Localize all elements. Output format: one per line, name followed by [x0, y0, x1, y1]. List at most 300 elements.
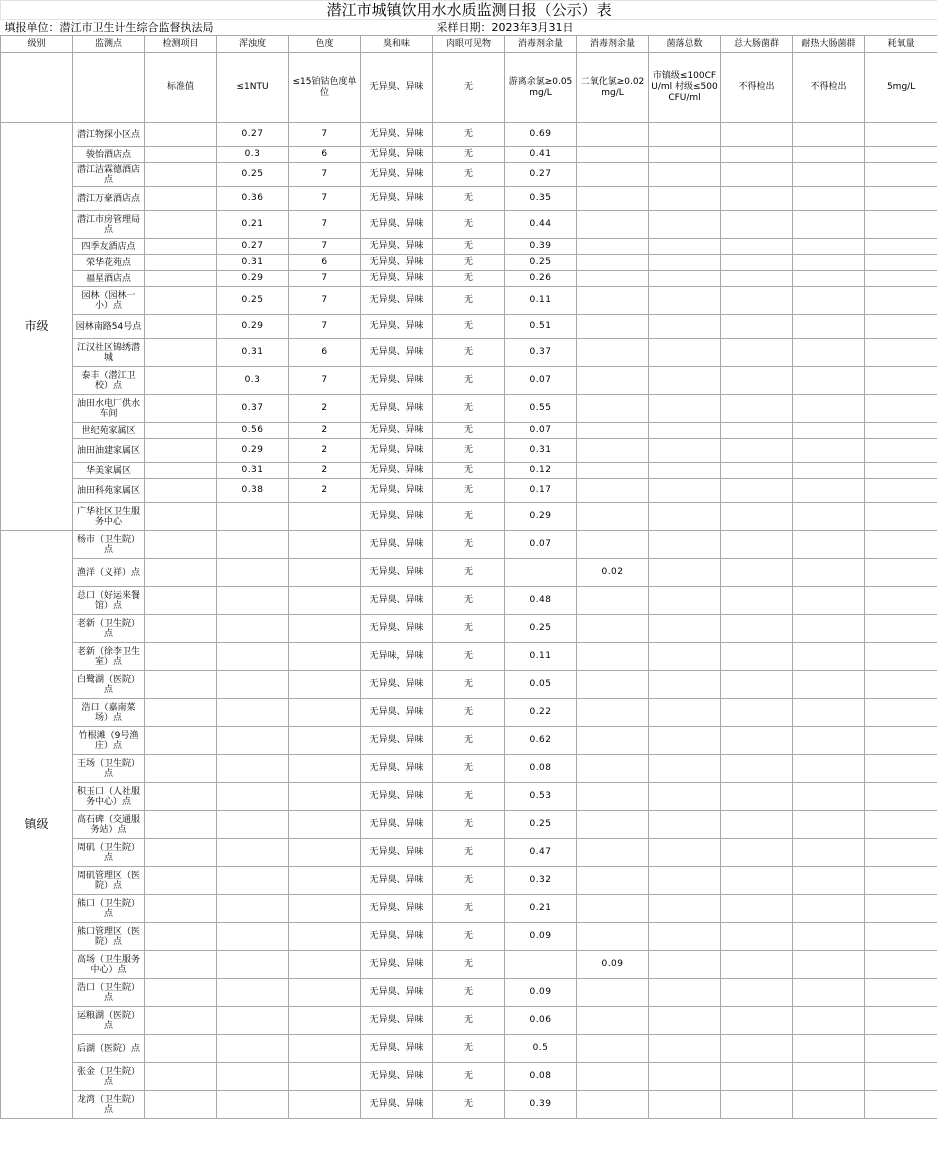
header-row [1, 36, 937, 53]
turbidity-cell [217, 811, 289, 839]
empty-cell [793, 587, 865, 615]
chlorine-cell: 0.12 [505, 463, 577, 479]
empty-cell [865, 783, 937, 811]
empty-cell [865, 559, 937, 587]
empty-cell [649, 951, 721, 979]
empty-cell [721, 867, 793, 895]
turbidity-cell: 0.29 [217, 315, 289, 339]
empty-cell [721, 463, 793, 479]
empty-cell [793, 255, 865, 271]
header-cell: 级别 [1, 36, 73, 53]
item-cell [145, 979, 217, 1007]
empty-cell [721, 479, 793, 503]
empty-cell [793, 1007, 865, 1035]
item-cell [145, 315, 217, 339]
empty-cell [793, 367, 865, 395]
empty-cell [721, 271, 793, 287]
chlorine-cell: 0.62 [505, 727, 577, 755]
empty-cell [793, 727, 865, 755]
site-cell: 龙湾（卫生院）点 [73, 1091, 145, 1119]
table-row [1, 867, 937, 895]
empty-cell [793, 287, 865, 315]
site-cell: 积玉口（人社服务中心）点 [73, 783, 145, 811]
turbidity-cell [217, 783, 289, 811]
color-cell: 6 [289, 147, 361, 163]
empty-cell [865, 699, 937, 727]
empty-cell [793, 643, 865, 671]
color-cell [289, 895, 361, 923]
empty-cell [721, 531, 793, 559]
empty-cell [649, 895, 721, 923]
visible-cell: 无 [433, 315, 505, 339]
empty-cell [793, 811, 865, 839]
odor-cell: 无异臭、异味 [361, 123, 433, 147]
turbidity-cell: 0.21 [217, 211, 289, 239]
chlorine-cell: 0.07 [505, 423, 577, 439]
color-cell [289, 503, 361, 531]
odor-cell: 无异臭、异味 [361, 187, 433, 211]
empty-cell [793, 979, 865, 1007]
odor-cell: 无异臭、异味 [361, 699, 433, 727]
odor-cell: 无异臭、异味 [361, 503, 433, 531]
site-cell: 潜江市房管理局点 [73, 211, 145, 239]
odor-cell: 无异臭、异味 [361, 531, 433, 559]
color-cell: 7 [289, 211, 361, 239]
odor-cell: 无异臭、异味 [361, 395, 433, 423]
empty-cell [721, 839, 793, 867]
item-cell [145, 479, 217, 503]
table-row [1, 811, 937, 839]
standard-chlorine-dioxide: 二氧化氯≥0.02mg/L [577, 53, 649, 123]
empty-cell [865, 163, 937, 187]
empty-cell [793, 559, 865, 587]
empty-cell [865, 239, 937, 255]
chlorine-cell: 0.48 [505, 587, 577, 615]
odor-cell: 无异臭、异味 [361, 271, 433, 287]
color-cell [289, 531, 361, 559]
site-cell: 张金（卫生院）点 [73, 1063, 145, 1091]
empty-cell [721, 1035, 793, 1063]
table-row [1, 1007, 937, 1035]
chlorine-dioxide-cell [577, 923, 649, 951]
color-cell [289, 1007, 361, 1035]
odor-cell: 无异臭、异味 [361, 783, 433, 811]
turbidity-cell [217, 1063, 289, 1091]
visible-cell: 无 [433, 255, 505, 271]
empty-cell [793, 463, 865, 479]
empty-cell [649, 727, 721, 755]
odor-cell: 无异臭、异味 [361, 1007, 433, 1035]
chlorine-dioxide-cell [577, 123, 649, 147]
empty-cell [649, 979, 721, 1007]
color-cell: 6 [289, 255, 361, 271]
chlorine-dioxide-cell [577, 755, 649, 783]
odor-cell: 无异臭、异味 [361, 867, 433, 895]
turbidity-cell: 0.3 [217, 147, 289, 163]
chlorine-dioxide-cell [577, 671, 649, 699]
empty-cell [649, 1007, 721, 1035]
empty-cell [649, 479, 721, 503]
site-cell: 杨市（卫生院）点 [73, 531, 145, 559]
empty-cell [865, 271, 937, 287]
empty-cell [865, 923, 937, 951]
empty-cell [793, 479, 865, 503]
empty-cell [649, 923, 721, 951]
site-cell: 泰丰（潜江卫校）点 [73, 367, 145, 395]
empty-cell [649, 671, 721, 699]
table-row [1, 979, 937, 1007]
item-cell [145, 951, 217, 979]
chlorine-cell: 0.07 [505, 531, 577, 559]
table-row [1, 531, 937, 559]
item-cell [145, 643, 217, 671]
color-cell [289, 671, 361, 699]
chlorine-dioxide-cell [577, 839, 649, 867]
turbidity-cell: 0.31 [217, 463, 289, 479]
empty-cell [793, 395, 865, 423]
empty-cell [721, 395, 793, 423]
color-cell: 2 [289, 463, 361, 479]
empty-cell [865, 287, 937, 315]
color-cell [289, 727, 361, 755]
empty-cell [865, 671, 937, 699]
empty-cell [649, 559, 721, 587]
turbidity-cell [217, 1035, 289, 1063]
odor-cell: 无异臭、异味 [361, 1091, 433, 1119]
odor-cell: 无异臭、异味 [361, 727, 433, 755]
item-cell [145, 811, 217, 839]
visible-cell: 无 [433, 979, 505, 1007]
table-row [1, 587, 937, 615]
empty-cell [793, 531, 865, 559]
visible-cell: 无 [433, 587, 505, 615]
chlorine-dioxide-cell [577, 503, 649, 531]
table-row [1, 287, 937, 315]
item-cell [145, 1091, 217, 1119]
turbidity-cell: 0.25 [217, 287, 289, 315]
color-cell: 6 [289, 339, 361, 367]
standard-odor: 无异臭、异味 [361, 53, 433, 123]
empty-cell [793, 671, 865, 699]
table-row [1, 1035, 937, 1063]
level-cell: 镇级 [1, 531, 73, 1119]
visible-cell: 无 [433, 783, 505, 811]
empty-cell [721, 559, 793, 587]
table-row [1, 339, 937, 367]
empty-cell [865, 727, 937, 755]
site-cell: 周矶（卫生院）点 [73, 839, 145, 867]
item-cell [145, 699, 217, 727]
site-cell: 园林南路54号点 [73, 315, 145, 339]
visible-cell: 无 [433, 339, 505, 367]
empty-cell [865, 463, 937, 479]
table-row [1, 895, 937, 923]
empty-cell [649, 271, 721, 287]
color-cell [289, 1091, 361, 1119]
empty-cell [865, 1007, 937, 1035]
empty-cell [793, 211, 865, 239]
level-cell: 市级 [1, 123, 73, 531]
empty-cell [721, 895, 793, 923]
standard-coliform: 不得检出 [721, 53, 793, 123]
odor-cell: 无异臭、异味 [361, 211, 433, 239]
empty-cell [793, 239, 865, 255]
turbidity-cell [217, 951, 289, 979]
turbidity-cell: 0.38 [217, 479, 289, 503]
table-row [1, 255, 937, 271]
item-cell [145, 839, 217, 867]
empty-cell [721, 211, 793, 239]
color-cell: 7 [289, 163, 361, 187]
chlorine-cell: 0.06 [505, 1007, 577, 1035]
item-cell [145, 211, 217, 239]
empty-cell [649, 367, 721, 395]
item-cell [145, 339, 217, 367]
visible-cell: 无 [433, 367, 505, 395]
table-row [1, 271, 937, 287]
turbidity-cell [217, 643, 289, 671]
chlorine-cell: 0.25 [505, 811, 577, 839]
chlorine-cell: 0.69 [505, 123, 577, 147]
color-cell: 7 [289, 271, 361, 287]
empty-cell [865, 615, 937, 643]
site-cell: 熊口管理区（医院）点 [73, 923, 145, 951]
chlorine-dioxide-cell [577, 643, 649, 671]
empty-cell [865, 367, 937, 395]
visible-cell: 无 [433, 163, 505, 187]
visible-cell: 无 [433, 867, 505, 895]
site-cell: 潜江万豪酒店点 [73, 187, 145, 211]
turbidity-cell [217, 867, 289, 895]
odor-cell: 无异臭、异味 [361, 163, 433, 187]
empty-cell [649, 643, 721, 671]
table-row [1, 783, 937, 811]
empty-cell [793, 163, 865, 187]
color-cell [289, 923, 361, 951]
empty-cell [649, 867, 721, 895]
header-cell: 浑浊度 [217, 36, 289, 53]
chlorine-dioxide-cell [577, 479, 649, 503]
visible-cell: 无 [433, 559, 505, 587]
turbidity-cell [217, 559, 289, 587]
color-cell [289, 643, 361, 671]
empty-cell [649, 531, 721, 559]
empty-cell [721, 951, 793, 979]
chlorine-cell: 0.11 [505, 643, 577, 671]
item-cell [145, 727, 217, 755]
odor-cell: 无异味，异味 [361, 643, 433, 671]
item-cell [145, 615, 217, 643]
empty-cell [865, 339, 937, 367]
odor-cell: 无异臭、异味 [361, 755, 433, 783]
color-cell: 2 [289, 479, 361, 503]
chlorine-cell: 0.09 [505, 979, 577, 1007]
color-cell: 2 [289, 439, 361, 463]
empty-cell [865, 187, 937, 211]
empty-cell [865, 839, 937, 867]
empty-cell [721, 643, 793, 671]
chlorine-dioxide-cell [577, 699, 649, 727]
table-row [1, 367, 937, 395]
site-cell: 油田科苑家属区 [73, 479, 145, 503]
table-row [1, 615, 937, 643]
standard-row [1, 53, 937, 123]
empty-cell [865, 395, 937, 423]
turbidity-cell [217, 699, 289, 727]
empty-cell [721, 339, 793, 367]
odor-cell: 无异臭、异味 [361, 147, 433, 163]
turbidity-cell: 0.27 [217, 123, 289, 147]
turbidity-cell: 0.36 [217, 187, 289, 211]
site-cell: 荣华花苑点 [73, 255, 145, 271]
odor-cell: 无异臭、异味 [361, 587, 433, 615]
color-cell: 7 [289, 367, 361, 395]
item-cell [145, 255, 217, 271]
empty-cell [649, 587, 721, 615]
site-cell: 四季友酒店点 [73, 239, 145, 255]
chlorine-cell: 0.07 [505, 367, 577, 395]
empty-cell [865, 1063, 937, 1091]
table-row [1, 315, 937, 339]
standard-colony: 市镇级≤100CFU/ml 村级≤500CFU/ml [649, 53, 721, 123]
color-cell [289, 559, 361, 587]
header-cell: 肉眼可见物 [433, 36, 505, 53]
standard-visible: 无 [433, 53, 505, 123]
chlorine-cell [505, 951, 577, 979]
chlorine-dioxide-cell [577, 463, 649, 479]
chlorine-dioxide-cell: 0.02 [577, 559, 649, 587]
reporter-label: 填报单位：潜江市卫生计生综合监督执法局 [4, 21, 214, 34]
color-cell: 7 [289, 187, 361, 211]
chlorine-dioxide-cell [577, 1007, 649, 1035]
header-cell: 消毒剂余量 [577, 36, 649, 53]
site-cell: 骏怡酒店点 [73, 147, 145, 163]
chlorine-dioxide-cell: 0.09 [577, 951, 649, 979]
table-row [1, 727, 937, 755]
chlorine-dioxide-cell [577, 587, 649, 615]
turbidity-cell [217, 979, 289, 1007]
table-row [1, 503, 937, 531]
table-row [1, 463, 937, 479]
empty-cell [865, 587, 937, 615]
empty-cell [649, 255, 721, 271]
standard-turbidity: ≤1NTU [217, 53, 289, 123]
chlorine-cell: 0.51 [505, 315, 577, 339]
empty-cell [721, 979, 793, 1007]
chlorine-cell: 0.25 [505, 255, 577, 271]
chlorine-dioxide-cell [577, 255, 649, 271]
chlorine-cell: 0.44 [505, 211, 577, 239]
empty-cell [865, 951, 937, 979]
chlorine-cell: 0.39 [505, 239, 577, 255]
empty-cell [865, 439, 937, 463]
empty-cell [649, 615, 721, 643]
site-cell: 油田水电厂供水车间 [73, 395, 145, 423]
odor-cell: 无异臭、异味 [361, 255, 433, 271]
empty-cell [721, 587, 793, 615]
visible-cell: 无 [433, 395, 505, 423]
table-row [1, 423, 937, 439]
turbidity-cell [217, 895, 289, 923]
color-cell [289, 587, 361, 615]
chlorine-cell: 0.31 [505, 439, 577, 463]
empty-cell [865, 979, 937, 1007]
visible-cell: 无 [433, 271, 505, 287]
site-cell: 高场（卫生服务中心）点 [73, 951, 145, 979]
chlorine-dioxide-cell [577, 211, 649, 239]
empty-cell [865, 867, 937, 895]
chlorine-dioxide-cell [577, 147, 649, 163]
empty-cell [865, 315, 937, 339]
empty-cell [649, 783, 721, 811]
empty-cell [721, 423, 793, 439]
table-row [1, 951, 937, 979]
empty-cell [721, 727, 793, 755]
site-cell: 老新（徐李卫生室）点 [73, 643, 145, 671]
table-row [1, 123, 937, 147]
header-cell: 色度 [289, 36, 361, 53]
table-row [1, 671, 937, 699]
empty-cell [793, 147, 865, 163]
empty-cell [649, 755, 721, 783]
visible-cell: 无 [433, 439, 505, 463]
chlorine-cell: 0.26 [505, 271, 577, 287]
table-row [1, 643, 937, 671]
chlorine-cell: 0.11 [505, 287, 577, 315]
chlorine-dioxide-cell [577, 439, 649, 463]
empty-cell [793, 923, 865, 951]
empty-cell [865, 643, 937, 671]
empty-cell [649, 1063, 721, 1091]
empty-cell [721, 811, 793, 839]
visible-cell: 无 [433, 423, 505, 439]
chlorine-cell: 0.17 [505, 479, 577, 503]
empty-cell [721, 163, 793, 187]
header-cell: 臭和味 [361, 36, 433, 53]
empty-cell [721, 699, 793, 727]
chlorine-dioxide-cell [577, 783, 649, 811]
turbidity-cell [217, 755, 289, 783]
chlorine-cell: 0.27 [505, 163, 577, 187]
item-cell [145, 867, 217, 895]
item-cell [145, 531, 217, 559]
odor-cell: 无异臭、异味 [361, 287, 433, 315]
visible-cell: 无 [433, 1007, 505, 1035]
table-row [1, 147, 937, 163]
visible-cell: 无 [433, 951, 505, 979]
table-row [1, 559, 937, 587]
empty-cell [793, 123, 865, 147]
chlorine-dioxide-cell [577, 615, 649, 643]
site-cell: 潜江物探小区点 [73, 123, 145, 147]
chlorine-cell: 0.08 [505, 1063, 577, 1091]
visible-cell: 无 [433, 147, 505, 163]
header-cell: 消毒剂余量 [505, 36, 577, 53]
chlorine-dioxide-cell [577, 395, 649, 423]
empty-cell [865, 147, 937, 163]
site-cell: 浩口（嘉南菜场）点 [73, 699, 145, 727]
site-cell: 华美家属区 [73, 463, 145, 479]
visible-cell: 无 [433, 1035, 505, 1063]
empty-cell [865, 895, 937, 923]
chlorine-dioxide-cell [577, 423, 649, 439]
chlorine-cell: 0.35 [505, 187, 577, 211]
table-row [1, 923, 937, 951]
empty-cell [793, 699, 865, 727]
color-cell: 7 [289, 123, 361, 147]
empty-cell [793, 503, 865, 531]
visible-cell: 无 [433, 1091, 505, 1119]
